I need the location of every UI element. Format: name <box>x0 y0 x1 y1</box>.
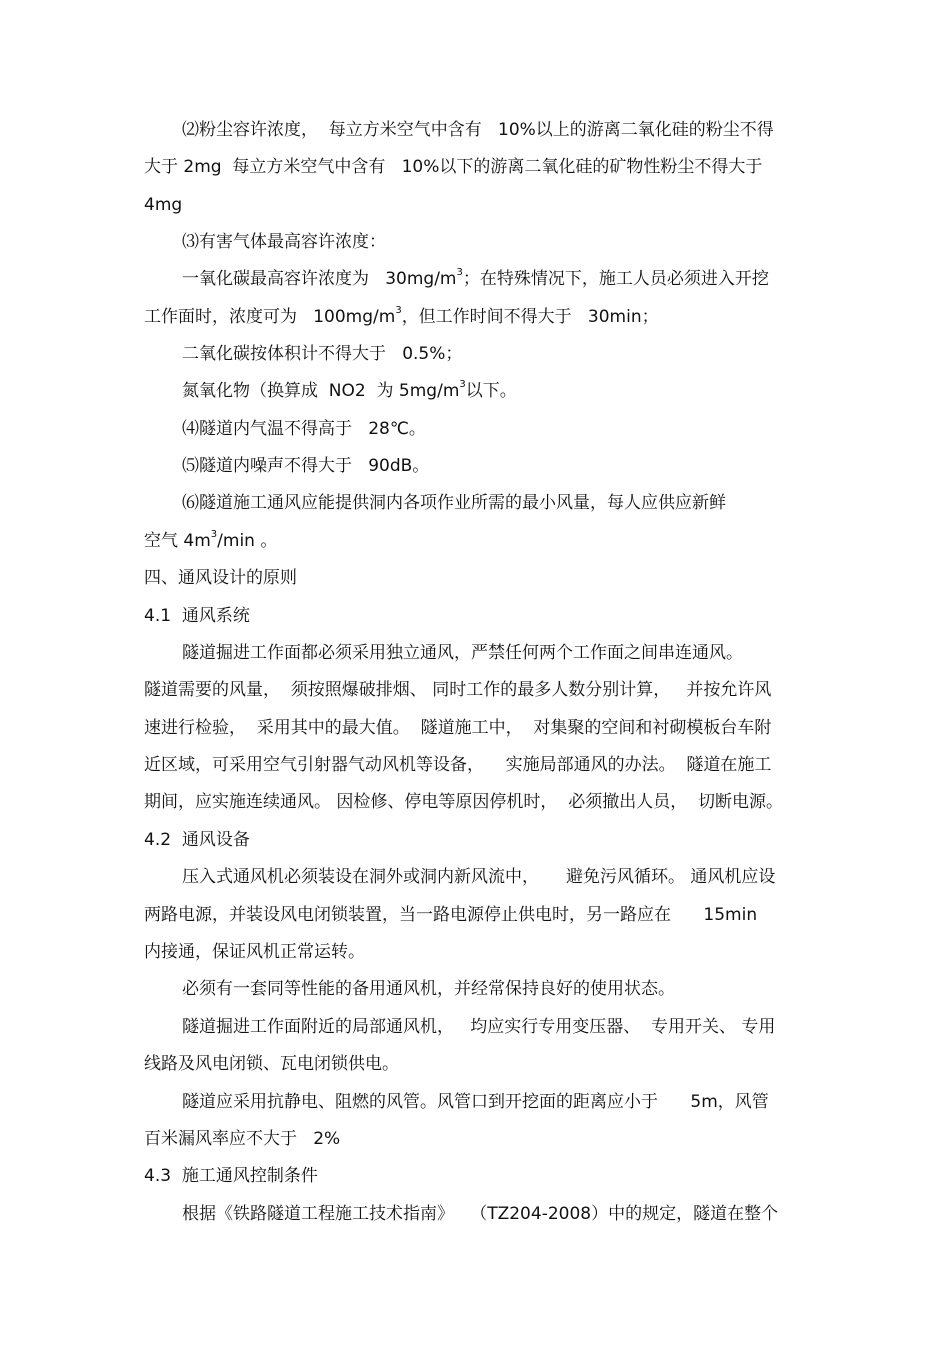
line-text: 工作面时，浓度可为 100mg/m <box>144 307 396 327</box>
line-text: 近区域，可采用空气引射器气动风机等设备， 实施局部通风的办法。 隧道在施工 <box>144 755 772 775</box>
text-line <box>144 903 950 927</box>
text-line <box>182 118 950 142</box>
line-text: 四、通风设计的原则 <box>144 568 297 588</box>
text-line <box>182 491 950 515</box>
line-text: 4.2 通风设备 <box>144 830 250 850</box>
line-text: 氮氧化物（换算成 NO2 为 5mg/m <box>182 381 460 401</box>
line-text: 百米漏风率应不大于 2% <box>144 1129 341 1149</box>
superscript: 3 <box>459 379 466 390</box>
text-line <box>182 1015 950 1039</box>
line-text: 4.1 通风系统 <box>144 606 250 626</box>
text-line <box>144 940 950 964</box>
line-text-tail: ；在特殊情况下，施工人员必须进入开挖 <box>462 269 769 289</box>
text-line <box>144 193 950 217</box>
line-text: 速进行检验， 采用其中的最大值。 隧道施工中， 对集聚的空间和衬砌模板台车附 <box>144 718 772 738</box>
text-line <box>182 230 950 254</box>
line-text: 根据《铁路隧道工程施工技术指南》 （TZ204-2008）中的规定，隧道在整个 <box>182 1204 779 1224</box>
text-line <box>144 1052 950 1076</box>
line-text-tail: 以下。 <box>465 381 517 401</box>
text-line <box>144 790 950 814</box>
text-line <box>182 379 950 403</box>
line-text: ⑹隧道施工通风应能提供洞内各项作业所需的最小风量，每人应供应新鲜 <box>182 493 726 513</box>
line-text: 一氧化碳最高容许浓度为 30mg/m <box>182 269 457 289</box>
line-text-tail: ，但工作时间不得大于 30min； <box>401 307 659 327</box>
line-text: 隧道应采用抗静电、阻燃的风管。风管口到开挖面的距离应小于 5m，风管 <box>182 1092 769 1112</box>
line-text: 隧道需要的风量， 须按照爆破排烟、 同时工作的最多人数分别计算， 并按允许风 <box>144 680 772 700</box>
superscript: 3 <box>210 529 218 540</box>
text-line <box>144 828 950 852</box>
text-line <box>144 155 950 179</box>
text-line <box>182 641 950 665</box>
text-line <box>182 267 950 291</box>
text-line <box>182 342 950 366</box>
line-text: 4.3 施工通风控制条件 <box>144 1166 318 1186</box>
text-line <box>144 716 950 740</box>
line-text: 空气 4m <box>144 531 211 551</box>
line-text: 大于 2mg 每立方米空气中含有 10%以下的游离二氧化硅的矿物性粉尘不得大于 <box>144 157 763 177</box>
line-text: 二氧化碳按体积计不得大于 0.5%； <box>182 344 463 364</box>
line-text: 压入式通风机必须装设在洞外或洞内新风流中， 避免污风循环。 通风机应设 <box>182 867 776 887</box>
line-text: 两路电源，并装设风电闭锁装置，当一路电源停止供电时，另一路应在 15min <box>144 905 758 925</box>
text-line <box>144 753 950 777</box>
text-line <box>144 566 950 590</box>
line-text: ⑵粉尘容许浓度， 每立方米空气中含有 10%以上的游离二氧化硅的粉尘不得 <box>182 120 774 140</box>
line-text: 期间，应实施连续通风。 因检修、停电等原因停机时， 必须撤出人员， 切断电源。 <box>144 792 784 812</box>
line-text: ⑸隧道内噪声不得大于 90dB。 <box>182 456 430 476</box>
superscript: 3 <box>395 305 402 316</box>
text-line <box>182 454 950 478</box>
text-line <box>182 977 950 1001</box>
line-text: 线路及风电闭锁、瓦电闭锁供电。 <box>144 1054 399 1074</box>
text-line <box>182 1202 950 1226</box>
line-text: 内接通，保证风机正常运转。 <box>144 942 365 962</box>
text-line <box>144 678 950 702</box>
text-line <box>182 417 950 441</box>
text-line <box>182 865 950 889</box>
line-text: 4mg <box>144 195 183 215</box>
line-text: 隧道掘进工作面都必须采用独立通风，严禁任何两个工作面之间串连通风。 <box>182 643 743 663</box>
line-text: ⑷隧道内气温不得高于 28℃。 <box>182 419 426 439</box>
text-line <box>144 1127 950 1151</box>
line-text: 必须有一套同等性能的备用通风机，并经常保持良好的使用状态。 <box>182 979 675 999</box>
text-line <box>144 1164 950 1188</box>
line-text: ⑶有害气体最高容许浓度： <box>182 232 386 252</box>
text-line <box>144 604 950 628</box>
line-text-tail: /min 。 <box>217 531 278 551</box>
line-text: 隧道掘进工作面附近的局部通风机， 均应实行专用变压器、 专用开关、 专用 <box>182 1017 776 1037</box>
superscript: 3 <box>456 267 463 278</box>
text-line <box>144 529 950 553</box>
text-line <box>182 1090 950 1114</box>
text-line <box>144 305 950 329</box>
